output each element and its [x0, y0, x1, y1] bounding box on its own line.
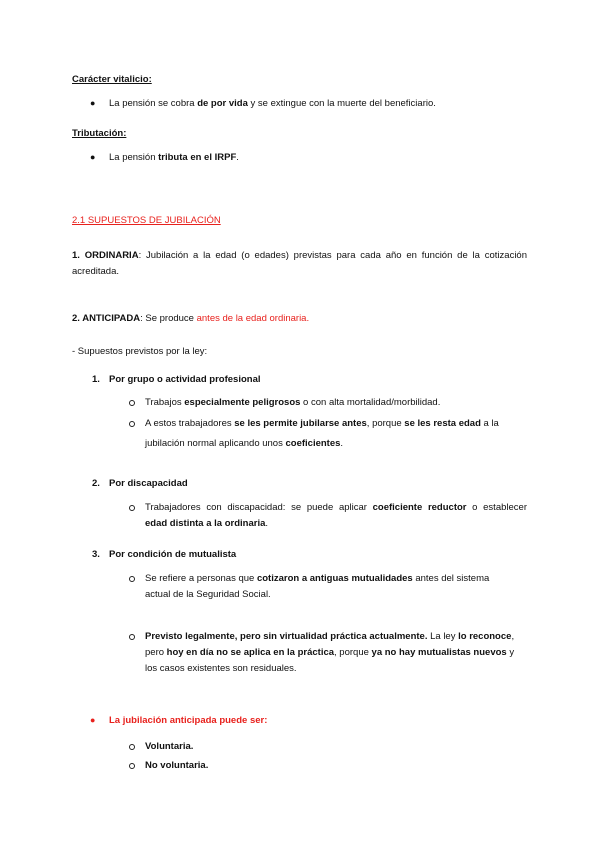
- section-title: 2.1 SUPUESTOS DE JUBILACIÓN: [72, 215, 221, 226]
- item2-title: Por discapacidad: [109, 478, 188, 489]
- item3-sub2-line3: los casos existentes son residuales.: [145, 663, 297, 674]
- item3-title: Por condición de mutualista: [109, 549, 237, 560]
- item3-sub1-line2: actual de la Seguridad Social.: [145, 589, 271, 600]
- anticipada-tipo-voluntaria: Voluntaria.: [145, 741, 194, 752]
- item1-sub2-line2: jubilación normal aplicando unos coeficientes.: [145, 438, 344, 449]
- anticipada-line: 2. ANTICIPADA: Se produce antes de la edad ordinaria.: [72, 313, 310, 324]
- item1-sub2-line1: A estos trabajadores se les permite jubilarse antes, porque se les resta edad a la: [145, 418, 499, 429]
- circle-bullet-icon: [129, 421, 135, 427]
- circle-bullet-icon: [129, 744, 135, 750]
- anticipada-tipo-no-voluntaria: No voluntaria.: [145, 760, 209, 771]
- bullet-icon: ●: [90, 152, 96, 162]
- bullet-icon: ●: [90, 98, 96, 108]
- item3-number: 3.: [92, 549, 100, 560]
- item1-number: 1.: [92, 374, 100, 385]
- supuestos-intro: - Supuestos previstos por la ley:: [72, 346, 208, 357]
- circle-bullet-icon: [129, 400, 135, 406]
- circle-bullet-icon: [129, 763, 135, 769]
- circle-bullet-icon: [129, 576, 135, 582]
- tributacion-bullet: La pensión tributa en el IRPF.: [109, 152, 239, 163]
- item1-title: Por grupo o actividad profesional: [109, 374, 261, 385]
- item3-sub1-line1: Se refiere a personas que cotizaron a antiguas mutualidades antes del sistema: [145, 573, 490, 584]
- anticipada-tipos-heading: La jubilación anticipada puede ser:: [109, 715, 268, 726]
- circle-bullet-icon: [129, 505, 135, 511]
- tributacion-heading: Tributación:: [72, 128, 127, 139]
- item2-number: 2.: [92, 478, 100, 489]
- red-bullet-icon: ●: [90, 715, 96, 725]
- circle-bullet-icon: [129, 634, 135, 640]
- ordinaria-line2: acreditada.: [72, 266, 120, 277]
- item1-sub1: Trabajos especialmente peligrosos o con alta mortalidad/morbilidad.: [145, 397, 441, 408]
- ordinaria-line1: 1. ORDINARIA: Jubilación a la edad (o edades) previstas para cada año en función de la cotización: [72, 250, 527, 261]
- item2-sub1-line1: Trabajadores con discapacidad: se puede aplicar coeficiente reductor o establecer: [145, 502, 527, 513]
- item2-sub1-line2: edad distinta a la ordinaria.: [145, 518, 269, 529]
- caracter-bullet: La pensión se cobra de por vida y se extingue con la muerte del beneficiario.: [109, 98, 436, 109]
- item3-sub2-line1: Previsto legalmente, pero sin virtualidad práctica actualmente. La ley lo reconoce,: [145, 631, 515, 642]
- item3-sub2-line2: pero hoy en día no se aplica en la práctica, porque ya no hay mutualistas nuevos y: [145, 647, 515, 658]
- caracter-heading: Carácter vitalicio:: [72, 74, 152, 85]
